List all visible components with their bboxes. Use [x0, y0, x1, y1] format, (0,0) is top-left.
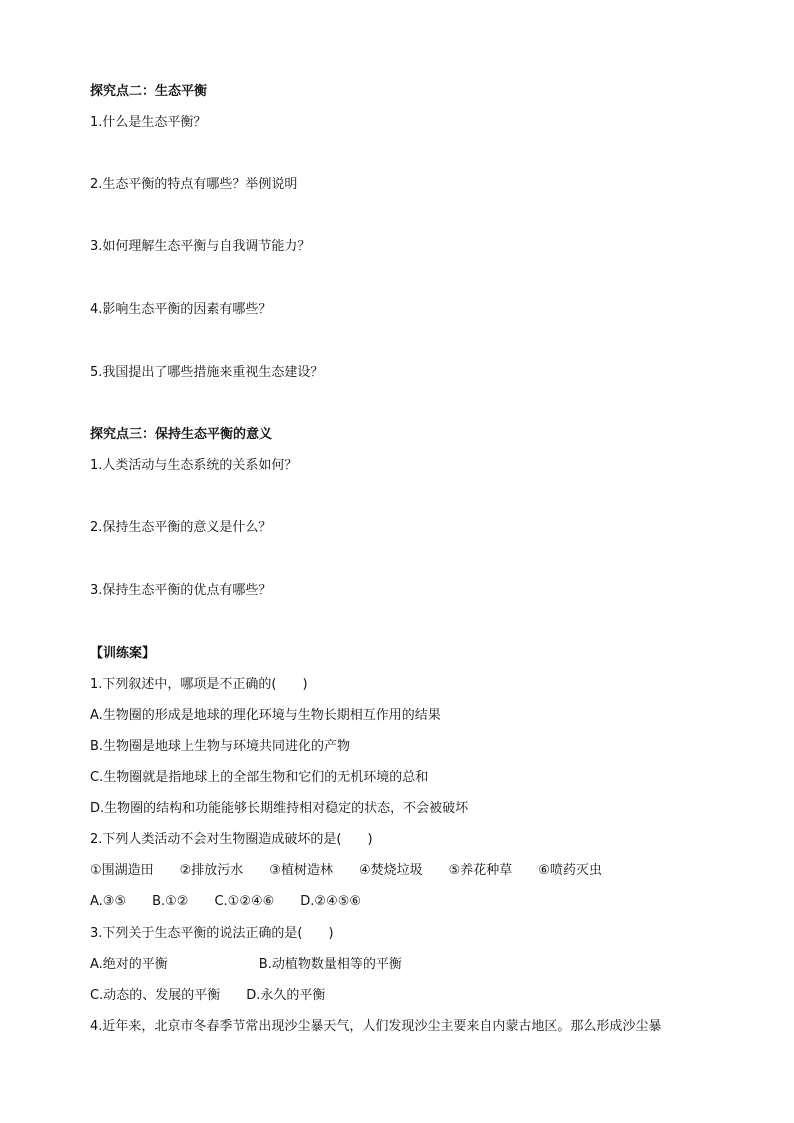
training-q2-stem: 2.下列人类活动不会对生物圈造成破坏的是( ): [90, 832, 373, 847]
section3-question-2: 2.保持生态平衡的意义是什么？: [90, 520, 272, 535]
section2-question-1: 1.什么是生态平衡？: [90, 115, 207, 130]
section3-question-1: 1.人类活动与生态系统的关系如何？: [90, 458, 298, 473]
section3-question-3: 3.保持生态平衡的优点有哪些？: [90, 583, 272, 598]
training-q3-stem: 3.下列关于生态平衡的说法正确的是( ): [90, 926, 334, 941]
training-q2-items: ①围湖造田 ②排放污水 ③植树造林 ④焚烧垃圾 ⑤养花种草 ⑥喷药灭虫: [90, 863, 602, 878]
training-heading: 【训练案】: [90, 646, 156, 661]
section2-question-3: 3.如何理解生态平衡与自我调节能力？: [90, 239, 311, 254]
training-q1-option-b: B.生物圈是地球上生物与环境共同进化的产物: [90, 739, 351, 754]
training-q3-options-cd: C.动态的、发展的平衡 D.永久的平衡: [90, 988, 326, 1003]
section3-heading: 探究点三：保持生态平衡的意义: [90, 427, 273, 442]
training-q1-option-a: A.生物圈的形成是地球的理化环境与生物长期相互作用的结果: [90, 708, 441, 723]
training-q3-options-ab: A.绝对的平衡 B.动植物数量相等的平衡: [90, 957, 402, 972]
training-q4-stem: 4.近年来，北京市冬春季节常出现沙尘暴天气，人们发现沙尘主要来自内蒙古地区。那么形成沙尘暴: [90, 1019, 662, 1034]
section2-question-5: 5.我国提出了哪些措施来重视生态建设？: [90, 365, 324, 380]
training-q1-option-d: D.生物圈的结构和功能能够长期维持相对稳定的状态，不会被破坏: [90, 801, 469, 816]
section2-heading: 探究点二：生态平衡: [90, 84, 208, 99]
training-q2-options: A.③⑤ B.①② C.①②④⑥ D.②④⑤⑥: [90, 894, 362, 909]
section2-question-2: 2.生态平衡的特点有哪些？举例说明: [90, 177, 298, 192]
training-q1-option-c: C.生物圈就是指地球上的全部生物和它们的无机环境的总和: [90, 770, 429, 785]
training-q1-stem: 1.下列叙述中，哪项是不正确的( ): [90, 677, 308, 692]
section2-question-4: 4.影响生态平衡的因素有哪些？: [90, 302, 272, 317]
